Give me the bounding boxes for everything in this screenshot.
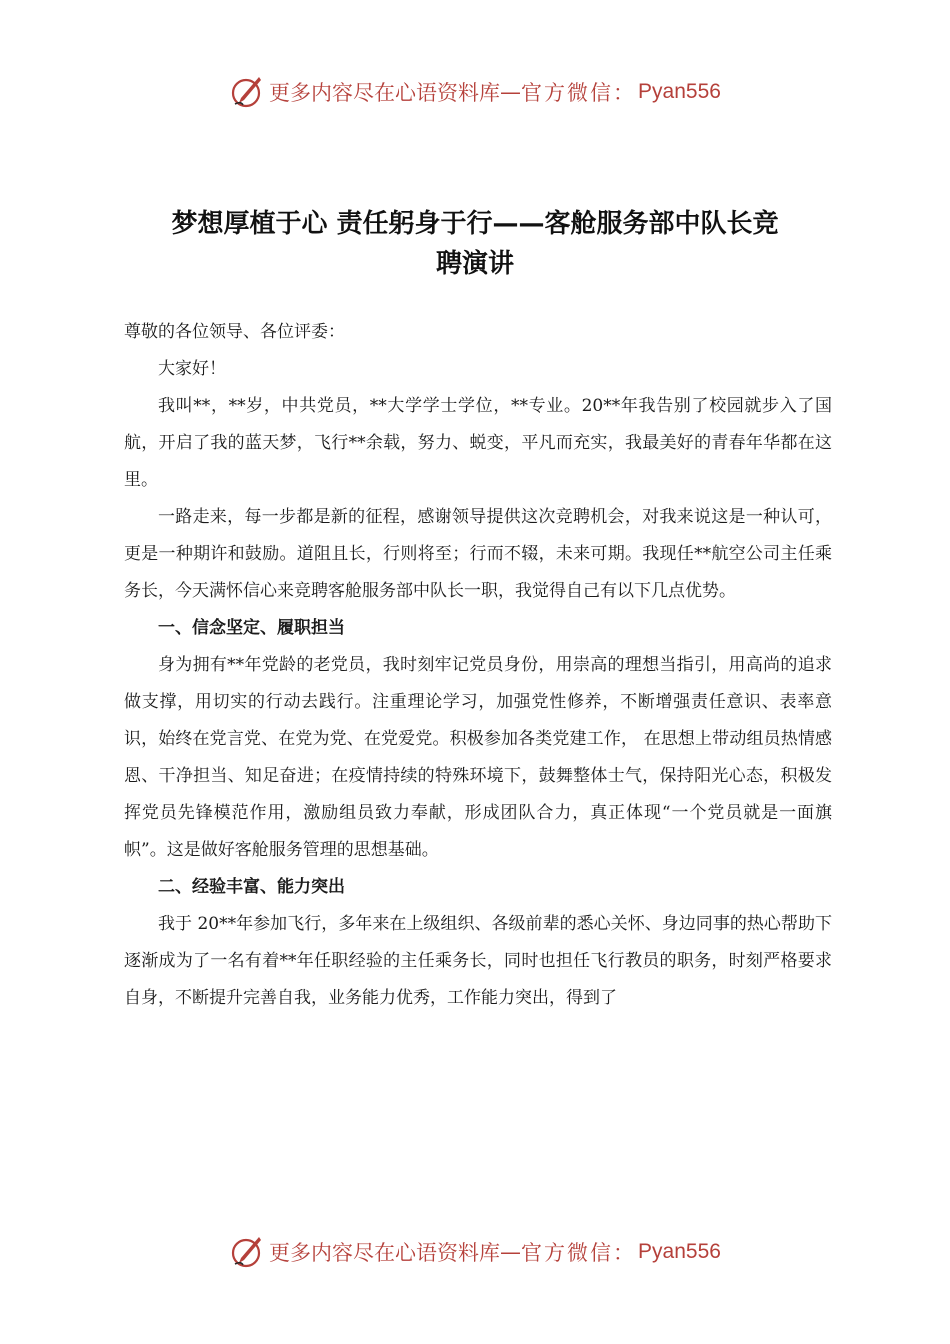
banner-title: 更多内容尽在心语资料库 xyxy=(269,81,501,105)
footer-banner-weixin-label: 官方微信： xyxy=(521,1241,637,1265)
greeting: 大家好！ xyxy=(158,359,226,379)
section2-heading: 二、经验丰富、能力突出 xyxy=(158,877,345,897)
quill-pen-logo-icon xyxy=(229,1234,265,1270)
quill-pen-logo-icon xyxy=(229,74,265,110)
footer-banner-separator: — xyxy=(500,1240,522,1264)
document-title-line2: 聘演讲 xyxy=(435,249,514,279)
intro-paragraph: 我叫**，**岁，中共党员，**大学学士学位，**专业。20**年我告别了校园就步入了国航，开启了我的蓝天梦，飞行**余载，努力、蜕变，平凡而充实，我最美好的青春年华都在这里。 xyxy=(124,396,832,490)
banner-separator: — xyxy=(500,80,522,104)
salutation: 尊敬的各位领导、各位评委： xyxy=(124,322,345,342)
document-title xyxy=(100,204,850,284)
footer-banner-title: 更多内容尽在心语资料库 xyxy=(269,1241,501,1265)
header-banner xyxy=(0,72,950,112)
banner-weixin-label: 官方微信： xyxy=(521,81,637,105)
motivation-paragraph: 一路走来，每一步都是新的征程，感谢领导提供这次竞聘机会，对我来说这是一种认可，更是一种期许和鼓励。道阻且长，行则将至；行而不辍，未来可期。我现任**航空公司主任乘务长，今天满怀信心来竞聘客舱服务部中队长一职，我觉得自己有以下几点优势。 xyxy=(124,507,832,601)
section1-heading: 一、信念坚定、履职担当 xyxy=(158,618,345,638)
document-body xyxy=(124,314,832,1017)
section1-paragraph: 身为拥有**年党龄的老党员，我时刻牢记党员身份，用崇高的理想当指引，用高尚的追求做支撑，用切实的行动去践行。注重理论学习，加强党性修养，不断增强责任意识、表率意识，始终在党言党、在党为党、在党爱党。积极参加各类党建工作， 在思想上带动组员热情感恩、干净担当、知足奋进；在疫情持续的特殊环境下，鼓舞整体士气，保持阳光心态，积极发挥党员先锋模范作用，激励组员致力奉献，形成团队合力，真正体现“一个党员就是一面旗帜”。这是做好客舱服务管理的思想基础。 xyxy=(124,655,832,860)
footer-banner-handle: Pyan556 xyxy=(638,1240,721,1263)
document-title-line1: 梦想厚植于心 责任躬身于行——客舱服务部中队长竞 xyxy=(171,209,779,239)
banner-handle: Pyan556 xyxy=(638,80,721,103)
section2-paragraph: 我于 20**年参加飞行，多年来在上级组织、各级前辈的悉心关怀、身边同事的热心帮助下逐渐成为了一名有着**年任职经验的主任乘务长，同时也担任飞行教员的职务，时刻严格要求自身，不断提升完善自我，业务能力优秀，工作能力突出，得到了 xyxy=(124,914,832,1008)
footer-banner xyxy=(0,1232,950,1272)
